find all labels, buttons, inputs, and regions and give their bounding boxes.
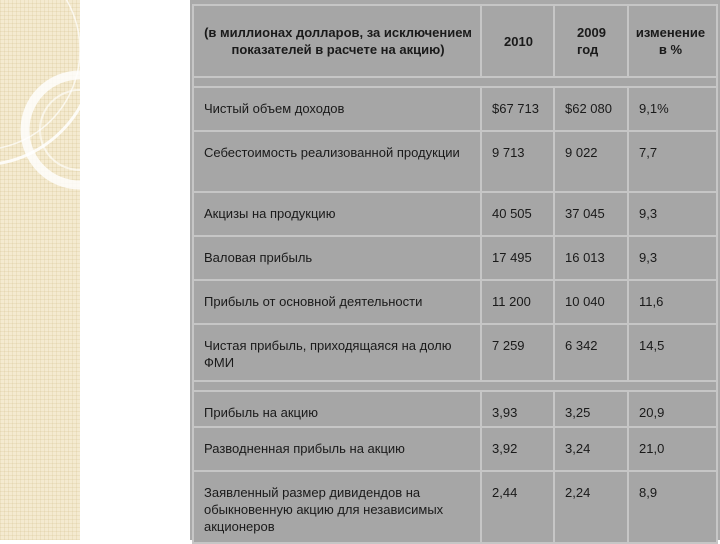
row-label: Валовая прибыль (193, 236, 481, 280)
table-spacer (193, 381, 717, 391)
row-label: Чистая прибыль, приходящаяся на долю ФМИ (193, 324, 481, 381)
table-spacer (193, 77, 717, 87)
financial-results-table (192, 4, 718, 544)
table-row (193, 427, 717, 471)
row-label: Разводненная прибыль на акцию (193, 427, 481, 471)
row-2010-value: 7 259 (481, 324, 554, 381)
table-row (193, 391, 717, 427)
table-row (193, 131, 717, 192)
table-row (193, 192, 717, 236)
row-2010-value: 2,44 (481, 471, 554, 543)
row-2010-value: 3,92 (481, 427, 554, 471)
header-2010-cell: 2010 (481, 5, 554, 77)
table-header-row (193, 5, 717, 77)
row-change-value: 7,7 (628, 131, 717, 192)
row-label: Чистый объем доходов (193, 87, 481, 131)
row-2009-value: 16 013 (554, 236, 628, 280)
row-2009-value: 10 040 (554, 280, 628, 324)
row-2010-value: 3,93 (481, 391, 554, 427)
table-row (193, 324, 717, 381)
table-row (193, 87, 717, 131)
row-2009-value: $62 080 (554, 87, 628, 131)
row-label: Заявленный размер дивидендов на обыкновенную акцию для независимых акционеров (193, 471, 481, 543)
table-row (193, 471, 717, 543)
row-2010-value: 9 713 (481, 131, 554, 192)
table-row (193, 280, 717, 324)
row-2009-value: 37 045 (554, 192, 628, 236)
row-label: Прибыль на акцию (193, 391, 481, 427)
row-change-value: 11,6 (628, 280, 717, 324)
decorative-circles-icon (0, 0, 80, 540)
row-change-value: 20,9 (628, 391, 717, 427)
row-2009-value: 3,25 (554, 391, 628, 427)
row-2009-value: 2,24 (554, 471, 628, 543)
row-2010-value: 17 495 (481, 236, 554, 280)
row-label: Себестоимость реализованной продукции (193, 131, 481, 192)
row-2009-value: 9 022 (554, 131, 628, 192)
row-change-value: 14,5 (628, 324, 717, 381)
row-change-value: 8,9 (628, 471, 717, 543)
row-change-value: 9,1% (628, 87, 717, 131)
row-change-value: 9,3 (628, 192, 717, 236)
header-label-cell: (в миллионах долларов, за исключением показателей в расчете на акцию) (193, 5, 481, 77)
row-2009-value: 6 342 (554, 324, 628, 381)
header-2009-cell: 2009 год (554, 5, 628, 77)
header-change-cell: изменение в % (628, 5, 717, 77)
table-row (193, 236, 717, 280)
row-2010-value: $67 713 (481, 87, 554, 131)
row-change-value: 21,0 (628, 427, 717, 471)
row-change-value: 9,3 (628, 236, 717, 280)
row-2009-value: 3,24 (554, 427, 628, 471)
row-2010-value: 40 505 (481, 192, 554, 236)
row-label: Акцизы на продукцию (193, 192, 481, 236)
row-label: Прибыль от основной деятельности (193, 280, 481, 324)
row-2010-value: 11 200 (481, 280, 554, 324)
decorative-side-panel (0, 0, 80, 540)
